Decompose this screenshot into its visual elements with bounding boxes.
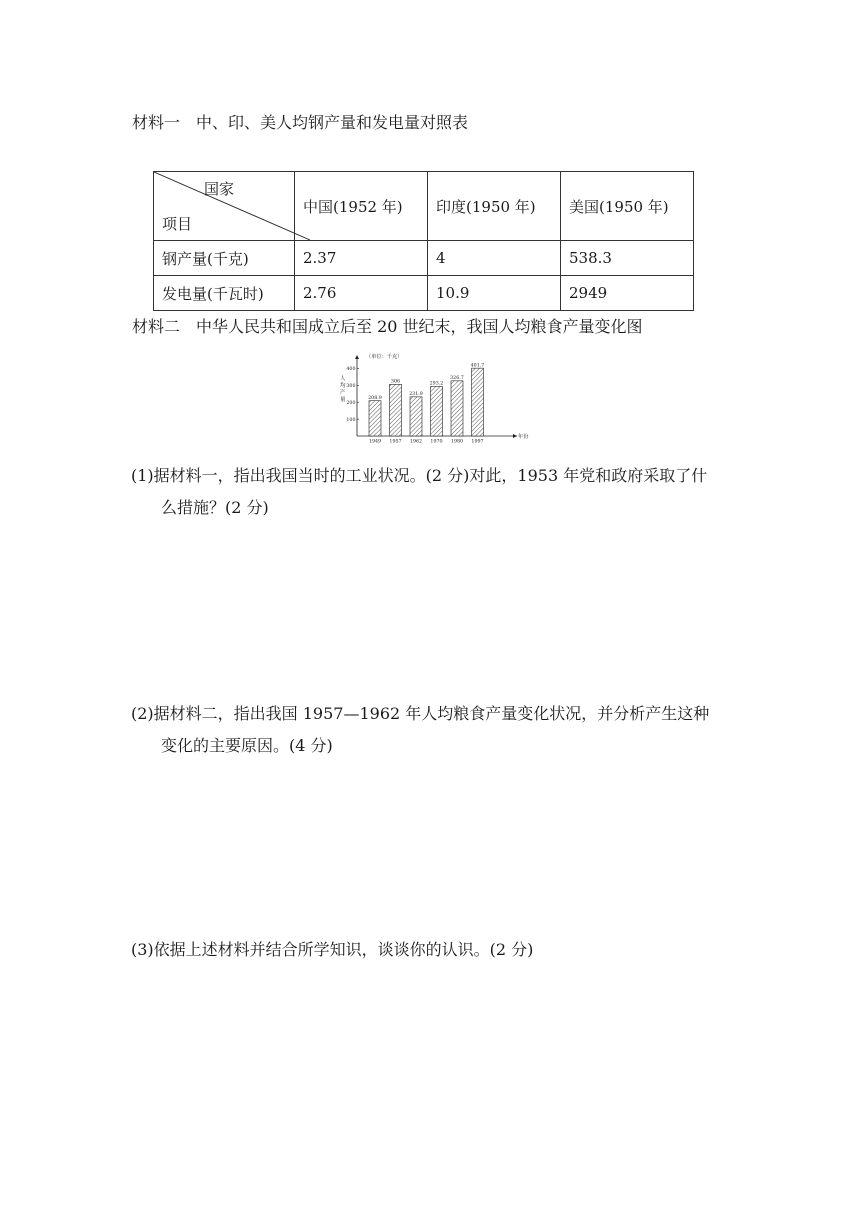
bar — [369, 401, 381, 436]
bar — [431, 386, 443, 436]
y-tick-label: 200 — [346, 401, 356, 407]
y-axis-label: 人 — [340, 376, 346, 382]
y-axis-arrow — [355, 355, 359, 359]
y-axis-label: 产 — [340, 390, 346, 396]
x-axis-arrow — [513, 434, 517, 438]
table-row — [154, 241, 694, 276]
y-tick-label: 100 — [346, 417, 356, 423]
y-axis-label: 均 — [340, 383, 346, 389]
y-tick-label: 400 — [346, 367, 356, 373]
table-cell: 10.9 — [428, 276, 561, 311]
table-cell: 2949 — [561, 276, 694, 311]
bar — [472, 368, 484, 436]
question-2-line-2: 变化的主要原因。(4 分) — [161, 736, 333, 755]
table-cell: 4 — [428, 241, 561, 276]
question-1-line-1: (1)据材料一，指出我国当时的工业状况。(2 分)对此，1953 年党和政府采取了什 — [131, 466, 708, 485]
table-cell: 538.3 — [561, 241, 694, 276]
y-tick-label: 300 — [346, 384, 356, 390]
bar-value-label: 293.2 — [429, 381, 444, 387]
grain-bar-chart — [330, 352, 530, 448]
y-axis-label: 量 — [340, 397, 346, 403]
x-tick-label: 1970 — [430, 439, 443, 445]
bar-value-label: 326.7 — [450, 376, 464, 382]
question-2-line-1: (2)据材料二，指出我国 1957—1962 年人均粮食产量变化状况，并分析产生这种 — [131, 704, 710, 723]
bar-value-label: 306 — [390, 379, 401, 385]
chart-unit-label: （单位：千克） — [366, 354, 403, 360]
bar-value-label: 231.9 — [409, 392, 423, 398]
table-header-row — [154, 172, 694, 241]
x-tick-label: 1962 — [409, 439, 423, 445]
table-cell: 2.76 — [295, 276, 428, 311]
bar — [410, 397, 422, 436]
corner-cell — [154, 172, 295, 241]
corner-bottom-label: 项目 — [162, 215, 193, 233]
column-header: 美国(1950 年) — [561, 172, 694, 241]
x-tick-label: 1980 — [450, 439, 464, 445]
corner-top-label: 国家 — [203, 180, 234, 198]
material1-title: 材料一 中、印、美人均钢产量和发电量对照表 — [132, 113, 469, 132]
row-label: 钢产量(千克) — [154, 241, 295, 276]
x-tick-label: 1949 — [368, 439, 382, 445]
bar-value-label: 401.7 — [470, 363, 485, 369]
material2-title: 材料二 中华人民共和国成立后至 20 世纪末，我国人均粮食产量变化图 — [132, 317, 643, 336]
bar — [451, 381, 463, 436]
x-axis-label: 年份 — [518, 434, 529, 440]
question-3-line-1: (3)依据上述材料并结合所学知识，谈谈你的认识。(2 分) — [131, 940, 534, 959]
x-tick-label: 1957 — [389, 439, 402, 445]
column-header: 中国(1952 年) — [295, 172, 428, 241]
bar — [390, 384, 402, 436]
column-header: 印度(1950 年) — [428, 172, 561, 241]
comparison-table — [153, 171, 694, 311]
table-row — [154, 276, 694, 311]
table-cell: 2.37 — [295, 241, 428, 276]
question-1-line-2: 么措施？(2 分) — [161, 498, 269, 517]
x-tick-label: 1997 — [471, 439, 484, 445]
row-label: 发电量(千瓦时) — [154, 276, 295, 311]
bar-value-label: 208.9 — [368, 395, 382, 401]
